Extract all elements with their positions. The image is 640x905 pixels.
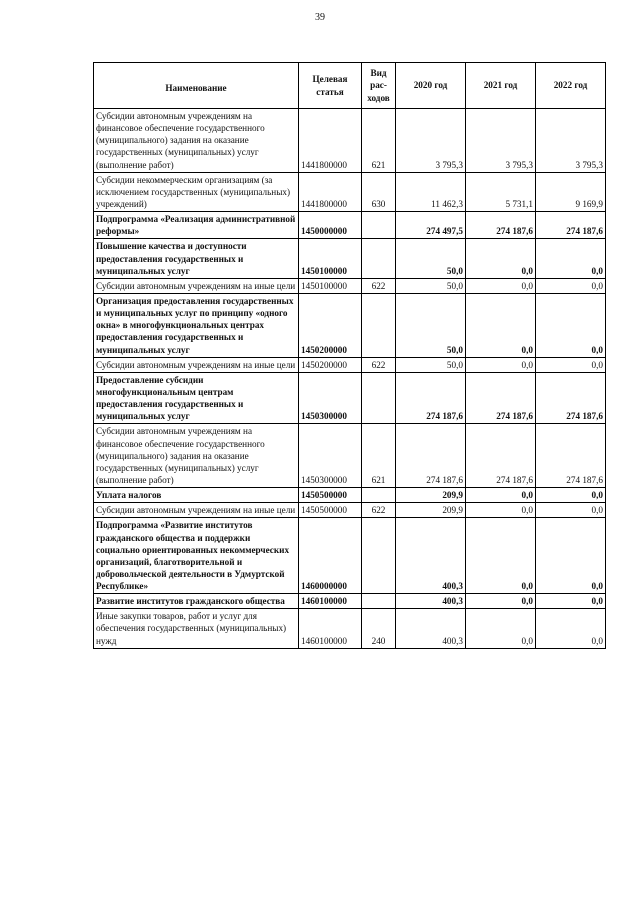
- row-2020-value: 400,3: [396, 518, 466, 594]
- row-2021-value: 0,0: [466, 357, 536, 372]
- row-2022-value: 0,0: [536, 503, 606, 518]
- table-row: [94, 518, 606, 594]
- row-code: 1450200000: [299, 293, 362, 357]
- row-2020-value: 11 462,3: [396, 172, 466, 211]
- table-row: [94, 293, 606, 357]
- row-expense-type: [362, 594, 396, 609]
- row-expense-type: 240: [362, 609, 396, 648]
- row-expense-type: [362, 488, 396, 503]
- row-2022-value: 274 187,6: [536, 372, 606, 424]
- row-2021-value: 3 795,3: [466, 109, 536, 173]
- row-name: Субсидии автономным учреждениям на финансовое обеспечение государственного (муниципального) задания на оказание государственных (муниципальных) услуг (выполнение работ): [94, 109, 299, 173]
- table-row: [94, 239, 606, 278]
- row-2020-value: 274 187,6: [396, 424, 466, 488]
- row-2020-value: 400,3: [396, 609, 466, 648]
- row-name: Уплата налогов: [94, 488, 299, 503]
- row-2021-value: 0,0: [466, 239, 536, 278]
- header-2022: 2022 год: [536, 63, 606, 109]
- row-expense-type: [362, 518, 396, 594]
- row-2020-value: 209,9: [396, 503, 466, 518]
- table-row: [94, 488, 606, 503]
- row-code: 1450500000: [299, 503, 362, 518]
- row-2020-value: 400,3: [396, 594, 466, 609]
- row-code: 1450100000: [299, 278, 362, 293]
- row-2021-value: 0,0: [466, 503, 536, 518]
- row-name: Повышение качества и доступности предоставления государственных и муниципальных услуг: [94, 239, 299, 278]
- row-2021-value: 0,0: [466, 488, 536, 503]
- row-2021-value: 0,0: [466, 518, 536, 594]
- row-2021-value: 5 731,1: [466, 172, 536, 211]
- table-row: [94, 357, 606, 372]
- table-row: [94, 212, 606, 239]
- row-expense-type: 622: [362, 503, 396, 518]
- row-2021-value: 0,0: [466, 293, 536, 357]
- row-code: 1450000000: [299, 212, 362, 239]
- table-row: [94, 503, 606, 518]
- row-2020-value: 209,9: [396, 488, 466, 503]
- row-2022-value: 274 187,6: [536, 424, 606, 488]
- row-code: 1450300000: [299, 372, 362, 424]
- header-2020: 2020 год: [396, 63, 466, 109]
- header-vid: Вид рас-ходов: [362, 63, 396, 109]
- row-name: Субсидии автономным учреждениям на финансовое обеспечение государственного (муниципального) задания на оказание государственных (муниципальных) услуг (выполнение работ): [94, 424, 299, 488]
- row-name: Подпрограмма «Реализация административной реформы»: [94, 212, 299, 239]
- row-expense-type: [362, 212, 396, 239]
- row-name: Субсидии автономным учреждениям на иные цели: [94, 503, 299, 518]
- row-expense-type: [362, 372, 396, 424]
- row-name: Организация предоставления государственных и муниципальных услуг по принципу «одного окна» в многофункциональных центрах предоставления государственных и муниципальных услуг: [94, 293, 299, 357]
- table-row: [94, 594, 606, 609]
- row-code: 1441800000: [299, 109, 362, 173]
- row-2022-value: 0,0: [536, 278, 606, 293]
- row-code: 1450100000: [299, 239, 362, 278]
- table-row: [94, 609, 606, 648]
- row-code: 1460100000: [299, 594, 362, 609]
- row-2022-value: 0,0: [536, 518, 606, 594]
- table-row: [94, 172, 606, 211]
- row-2021-value: 0,0: [466, 278, 536, 293]
- row-code: 1460100000: [299, 609, 362, 648]
- row-2020-value: 50,0: [396, 293, 466, 357]
- header-row: [94, 63, 606, 109]
- row-2022-value: 3 795,3: [536, 109, 606, 173]
- row-name: Развитие институтов гражданского общества: [94, 594, 299, 609]
- row-2022-value: 0,0: [536, 239, 606, 278]
- row-expense-type: 622: [362, 357, 396, 372]
- row-expense-type: 622: [362, 278, 396, 293]
- row-2021-value: 0,0: [466, 609, 536, 648]
- row-2020-value: 50,0: [396, 357, 466, 372]
- row-2021-value: 274 187,6: [466, 212, 536, 239]
- row-2022-value: 0,0: [536, 488, 606, 503]
- row-name: Подпрограмма «Развитие институтов гражданского общества и поддержки социально ориентированных некоммерческих организаций, благотворительной и добровольческой деятельности в Удмуртской Республике»: [94, 518, 299, 594]
- row-2020-value: 274 497,5: [396, 212, 466, 239]
- row-name: Предоставление субсидии многофункциональным центрам предоставления государственных и муниципальных услуг: [94, 372, 299, 424]
- row-name: Иные закупки товаров, работ и услуг для обеспечения государственных (муниципальных) нужд: [94, 609, 299, 648]
- row-2020-value: 50,0: [396, 239, 466, 278]
- header-2021: 2021 год: [466, 63, 536, 109]
- row-2020-value: 3 795,3: [396, 109, 466, 173]
- table-row: [94, 424, 606, 488]
- row-2020-value: 274 187,6: [396, 372, 466, 424]
- row-name: Субсидии некоммерческим организациям (за исключением государственных (муниципальных) учреждений): [94, 172, 299, 211]
- header-code: Целевая статья: [299, 63, 362, 109]
- row-2022-value: 9 169,9: [536, 172, 606, 211]
- table-row: [94, 372, 606, 424]
- row-2021-value: 274 187,6: [466, 424, 536, 488]
- table-row: [94, 109, 606, 173]
- row-2022-value: 0,0: [536, 293, 606, 357]
- row-code: 1450500000: [299, 488, 362, 503]
- header-name: Наименование: [94, 63, 299, 109]
- row-expense-type: 630: [362, 172, 396, 211]
- row-2022-value: 274 187,6: [536, 212, 606, 239]
- table-row: [94, 278, 606, 293]
- page-number: 39: [315, 12, 325, 23]
- row-code: 1441800000: [299, 172, 362, 211]
- budget-table: [93, 62, 606, 649]
- row-code: 1450300000: [299, 424, 362, 488]
- row-expense-type: 621: [362, 424, 396, 488]
- row-name: Субсидии автономным учреждениям на иные цели: [94, 278, 299, 293]
- row-2021-value: 0,0: [466, 594, 536, 609]
- row-expense-type: 621: [362, 109, 396, 173]
- row-2022-value: 0,0: [536, 609, 606, 648]
- row-name: Субсидии автономным учреждениям на иные цели: [94, 357, 299, 372]
- row-code: 1450200000: [299, 357, 362, 372]
- row-2020-value: 50,0: [396, 278, 466, 293]
- row-2021-value: 274 187,6: [466, 372, 536, 424]
- row-expense-type: [362, 239, 396, 278]
- row-2022-value: 0,0: [536, 594, 606, 609]
- row-code: 1460000000: [299, 518, 362, 594]
- row-2022-value: 0,0: [536, 357, 606, 372]
- row-expense-type: [362, 293, 396, 357]
